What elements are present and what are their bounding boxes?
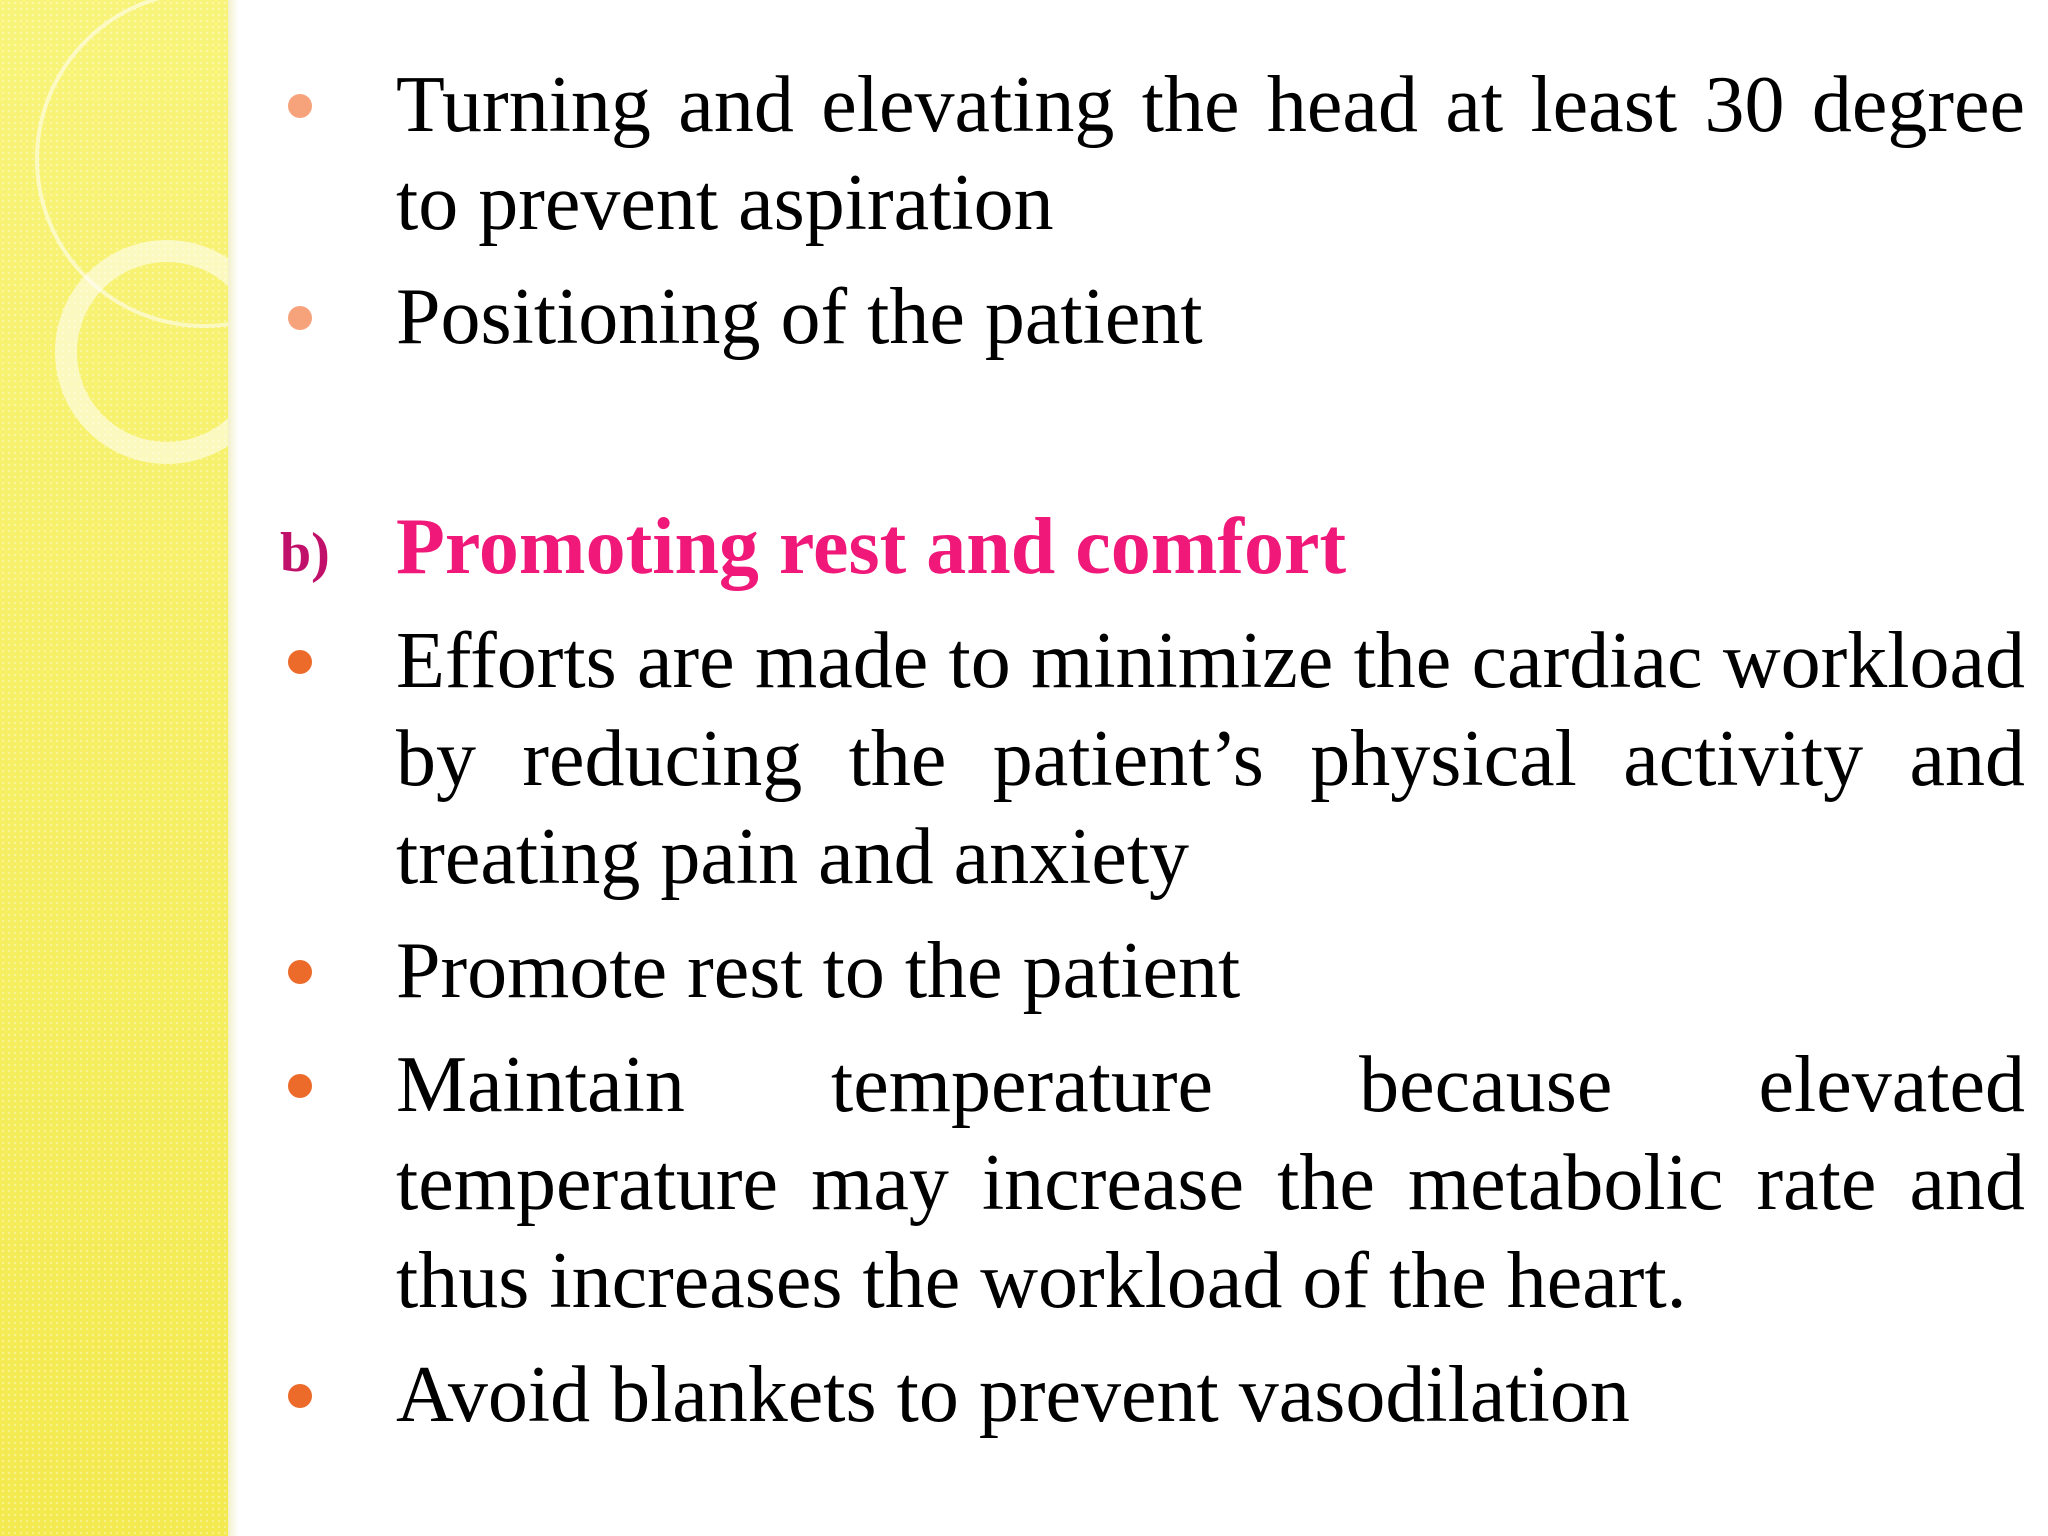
side-band-edge: [228, 0, 238, 1536]
bullet-item: [280, 612, 2025, 906]
spacer: [280, 1020, 2025, 1036]
spacer: [280, 366, 2025, 498]
decorative-side-band: [0, 0, 228, 1536]
bullet-dot-icon: [288, 650, 312, 674]
bullet-text: Maintain temperature because elevated temperature may increase the metabolic rate and thus increases the workload of the heart.: [396, 1041, 2025, 1325]
bullet-item: [280, 56, 2025, 252]
bullet-text: Avoid blankets to prevent vasodilation: [396, 1351, 1630, 1439]
spacer: [280, 252, 2025, 268]
section-marker: b): [280, 522, 330, 584]
spacer: [280, 906, 2025, 922]
bullet-dot-icon: [288, 1074, 312, 1098]
bullet-text: Turning and elevating the head at least 30 degree to prevent aspiration: [396, 61, 2025, 247]
spacer: [280, 596, 2025, 612]
bullet-item: [280, 1346, 2025, 1444]
bullet-dot-icon: [288, 306, 312, 330]
bullet-text: Efforts are made to minimize the cardiac workload by reducing the patient’s physical activity and treating pain and anxiety: [396, 617, 2025, 901]
section-heading: [280, 498, 2025, 596]
bullet-text: Positioning of the patient: [396, 273, 1203, 361]
bullet-text: Promote rest to the patient: [396, 927, 1241, 1015]
spacer: [280, 1330, 2025, 1346]
bullet-item: [280, 922, 2025, 1020]
bullet-item: [280, 1036, 2025, 1330]
section-heading-text: Promoting rest and comfort: [396, 503, 1347, 591]
bullet-item: [280, 268, 2025, 366]
bullet-dot-icon: [288, 960, 312, 984]
bullet-dot-icon: [288, 1384, 312, 1408]
slide-body: [280, 56, 2025, 1444]
bullet-dot-icon: [288, 94, 312, 118]
